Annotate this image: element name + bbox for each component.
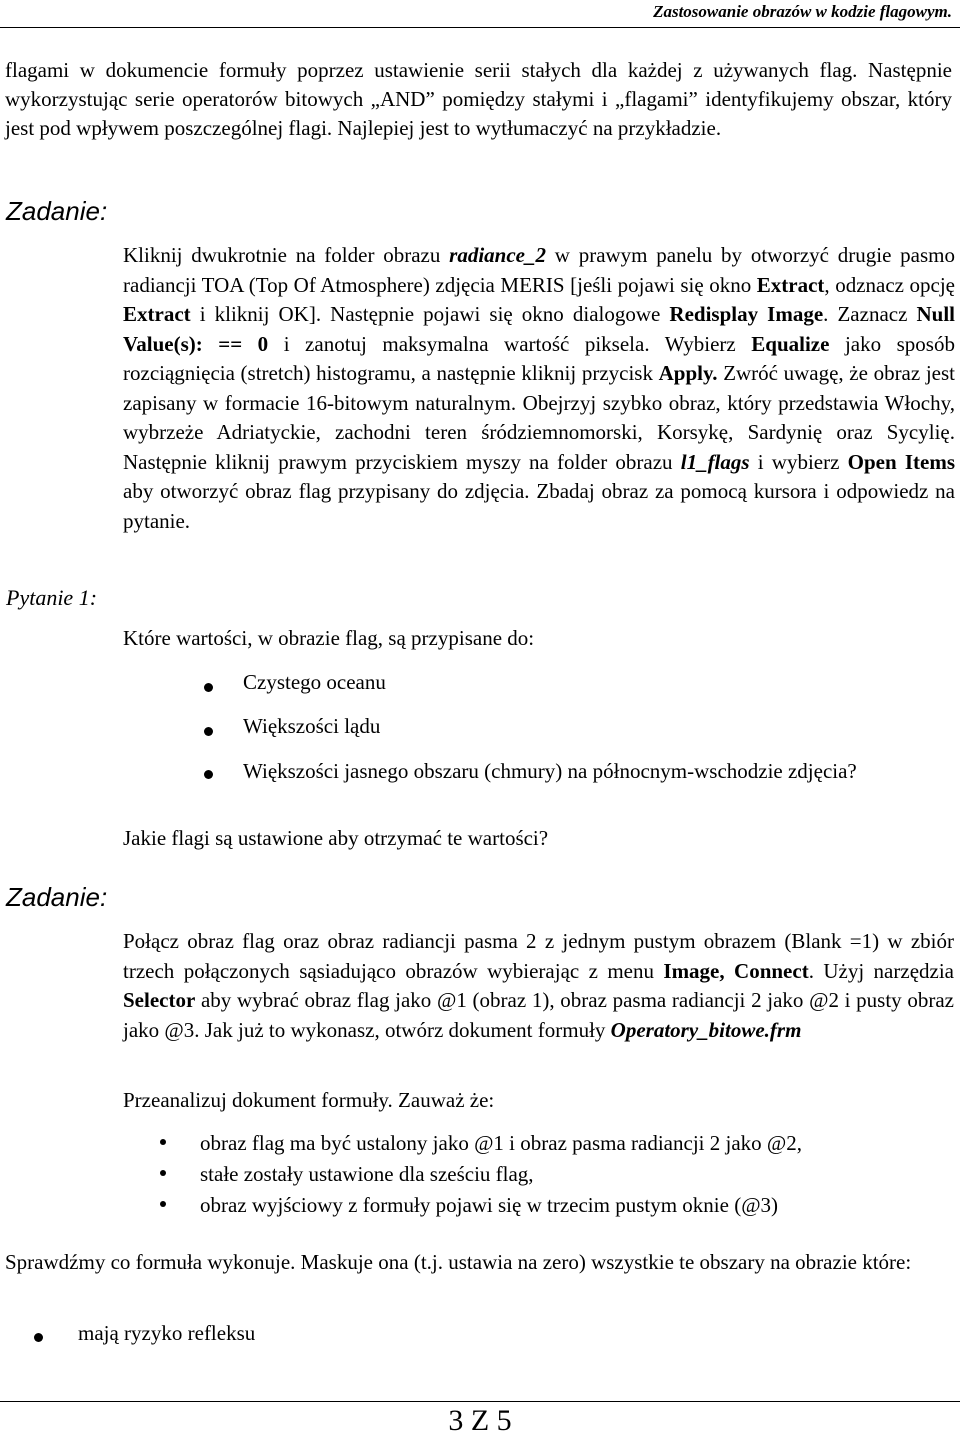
check-paragraph: Sprawdźmy co formuła wykonuje. Maskuje ona (t.j. ustawia na zero) wszystkie te obszary na obrazie które: [5, 1250, 912, 1274]
list-item: Większości lądu [200, 714, 954, 757]
formula-notes-list [160, 1128, 954, 1221]
question-1-text: Które wartości, w obrazie flag, są przypisane do: [123, 626, 535, 650]
bullet-icon [204, 770, 213, 779]
analyze-instruction: Przeanalizuj dokument formuły. Zauważ że: [123, 1088, 495, 1112]
task-2-paragraph: Połącz obraz flag oraz obraz radiancji pasma 2 z jednym pustym obrazem (Blank =1) w zbiór trzech połączonych sąsiadująco obrazów wybierając z menu Image, Connect. Użyj narzędzia Selector aby wybrać obraz flag jako @1 (obraz 1), obraz pasma radiancji 2 jako @2 i pusty obraz jako @3. Jak już to wykonasz, otwórz dokument formuły Operatory_bitowe.frm [123, 929, 954, 1042]
equalize-option: Equalize [751, 331, 830, 356]
open-items-option: Open Items [847, 449, 955, 474]
list-item: Większości jasnego obszaru (chmury) na północnym-wschodzie zdjęcia? [200, 757, 954, 785]
list-item: mają ryzyko refleksu [34, 1321, 255, 1346]
footer-rule [0, 1401, 960, 1402]
bullet-icon [160, 1201, 166, 1207]
list-item: obraz wyjściowy z formuły pojawi się w trzecim pustym oknie (@3) [160, 1190, 954, 1221]
intro-paragraph: flagami w dokumencie formuły poprzez ustawienie serii stałych dla każdej z używanych flag. Następnie wykorzystując serie operatorów bitowych „AND” pomiędzy stałymi i „flagami” identyfikujemy obszar, który jest pod wpływem poszczególnej flagi. Najlepiej jest to wytłumaczyć na przykładzie. [5, 58, 952, 140]
header-rule [0, 27, 960, 28]
bullet-icon [160, 1139, 166, 1145]
selector-tool: Selector [123, 988, 196, 1012]
bullet-icon [160, 1170, 166, 1176]
page-number: 3 Z 5 [448, 1404, 512, 1437]
formula-file-name: Operatory_bitowe.frm [610, 1017, 802, 1042]
extract-option: Extract [123, 302, 191, 326]
bullet-icon [204, 683, 213, 692]
apply-button-ref: Apply. [658, 361, 718, 385]
mask-conditions-list [34, 1321, 255, 1346]
extract-window: Extract [756, 272, 825, 297]
null-value-option: Null Value(s): == 0 [123, 302, 955, 356]
question-1-options [200, 670, 954, 785]
task-heading-2: Zadanie: [6, 882, 108, 912]
task-1-paragraph: Kliknij dwukrotnie na folder obrazu radiance_2 w prawym panelu by otworzyć drugie pasmo radiancji TOA (Top Of Atmosphere) zdjęcia MERIS [jeśli pojawi się okno Extract, odznacz opcję Extract i kliknij OK]. Następnie pojawi się okno dialogowe Redisplay Image. Zaznacz Null Value(s): == 0 i zanotuj maksymalna wartość piksela. Wybierz Equalize jako sposób rozciągnięcia (stretch) histogramu, a następnie kliknij przycisk Apply. Zwróć uwagę, że obraz jest zapisany w formacie 16-bitowym naturalnym. Obejrzyj szybko obraz, który przedstawia Włochy, wybrzeże Adriatyckie, zachodni teren śródziemnomorski, Korsykę, Sardynię oraz Sycylię. Następnie kliknij prawym przyciskiem myszy na folder obrazu l1_flags i wybierz Open Items aby otworzyć obraz flag przypisany do zdjęcia. Zbadaj obraz za pomocą kursora i odpowiedz na pytanie. [123, 243, 956, 533]
image-connect-menu: Image, Connect [663, 958, 809, 983]
list-item: obraz flag ma być ustalony jako @1 i obraz pasma radiancji 2 jako @2, [160, 1128, 954, 1159]
redisplay-image-dialog: Redisplay Image [669, 302, 824, 326]
radiance-folder-name: radiance_2 [449, 243, 546, 267]
list-item: Czystego oceanu [200, 670, 954, 714]
bullet-icon [204, 727, 213, 736]
page-header-title: Zastosowanie obrazów w kodzie flagowym. [653, 2, 952, 21]
bullet-icon [34, 1333, 43, 1342]
question-1-followup: Jakie flagi są ustawione aby otrzymać te wartości? [123, 826, 549, 850]
list-item: stałe zostały ustawione dla sześciu flag, [160, 1159, 954, 1190]
question-heading-1: Pytanie 1: [6, 585, 98, 610]
l1-flags-folder-name: l1_flags [680, 449, 750, 474]
task-heading-1: Zadanie: [6, 196, 108, 226]
